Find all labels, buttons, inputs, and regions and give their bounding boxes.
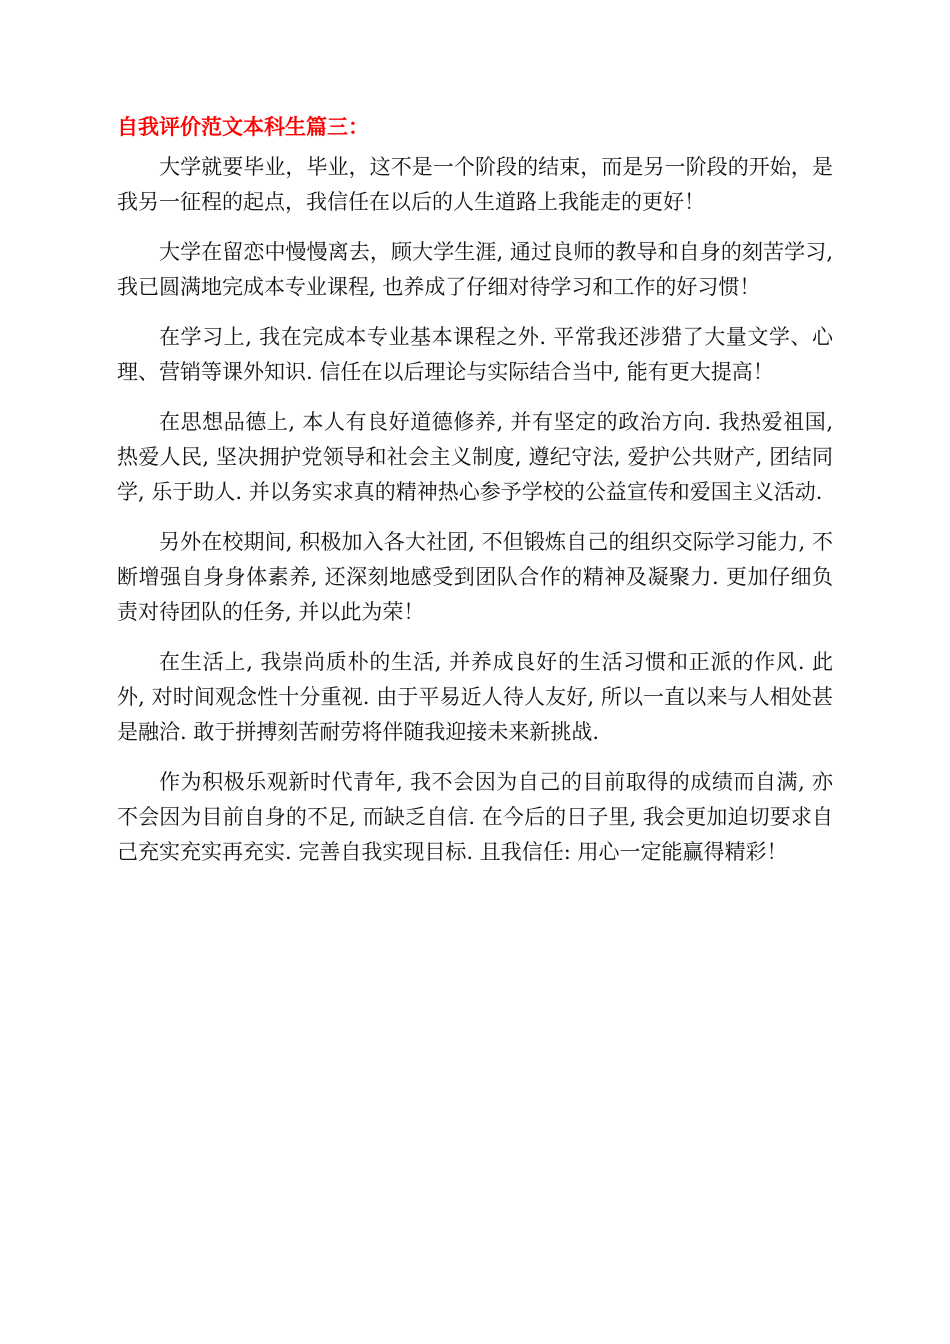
paragraph-2: 大学在留恋中慢慢离去，顾大学生涯, 通过良师的教导和自身的刻苦学习, 我已圆满地完成本专业课程, 也养成了仔细对待学习和工作的好习惯！ <box>117 240 833 299</box>
paragraph-5: 另外在校期间, 积极加入各大社团, 不但锻炼自己的组织交际学习能力, 不断增强自身身体素养, 还深刻地感受到团队合作的精神及凝聚力. 更加仔细负责对待团队的任务, 并以此为荣！ <box>117 530 833 624</box>
section-heading: 自我评价范文本科生篇三： <box>117 115 369 139</box>
paragraph-4: 在思想品德上, 本人有良好道德修养, 并有坚定的政治方向. 我热爱祖国, 热爱人民, 坚决拥护党领导和社会主义制度, 遵纪守法, 爱护公共财产, 团结同学, 乐于助人. 并以务实求真的精神热心参予学校的公益宣传和爱国主义活动. <box>117 410 833 504</box>
paragraph-7: 作为积极乐观新时代青年, 我不会因为自己的目前取得的成绩而自满, 亦不会因为目前自身的不足, 而缺乏自信. 在今后的日子里, 我会更加迫切要求自己充实充实再充实. 完善自我实现目标. 且我信任: 用心一定能赢得精彩！ <box>117 770 833 864</box>
paragraph-1: 大学就要毕业，毕业，这不是一个阶段的结束，而是另一阶段的开始，是我另一征程的起点，我信任在以后的人生道路上我能走的更好！ <box>117 155 833 214</box>
document-body <box>117 112 833 885</box>
paragraph-3: 在学习上, 我在完成本专业基本课程之外. 平常我还涉猎了大量文学、心理、营销等课外知识. 信任在以后理论与实际结合当中, 能有更大提高！ <box>117 325 833 384</box>
paragraph-6: 在生活上, 我崇尚质朴的生活, 并养成良好的生活习惯和正派的作风. 此外, 对时间观念性十分重视. 由于平易近人待人友好, 所以一直以来与人相处甚是融洽. 敢于拼搏刻苦耐劳将伴随我迎接未来新挑战. <box>117 650 833 744</box>
